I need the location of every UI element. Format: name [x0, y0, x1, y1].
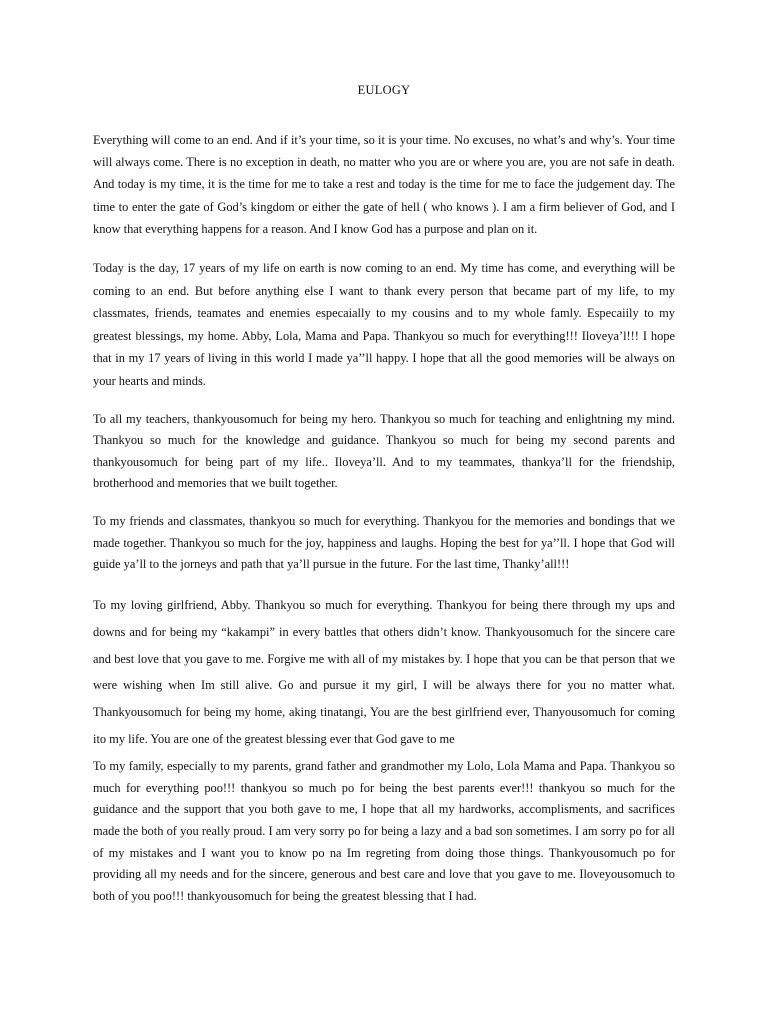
- paragraph-family: To my family, especially to my parents, grand father and grandmother my Lolo, Lola Mama and Papa. Thankyou so much for everything poo!!! thankyou so much po for being the best parents ever!!! thankyou so much for the guidance and the support that you both gave to me, I hope that all my hardworks, accomplisments, and sacrifices made the both of you really proud. I am very sorry po for being a lazy and a bad son sometimes. I am sorry po for all of my mistakes and I want you to know po na Im regreting from doing those things. Thankyousomuch po for providing all my needs and for the sincere, generous and best care and love that you gave to me. Iloveyousomuch to both of you poo!!! thankyousomuch for being the greatest blessing that I had.: [93, 758, 675, 904]
- paragraph-intro: Everything will come to an end. And if it’s your time, so it is your time. No excuses, no what’s and why’s. Your time will always come. There is no exception in death, no matter who you are or where you are, you are not safe in death. And today is my time, it is the time for me to take a rest and today is the time for me to face the judgement day. The time to enter the gate of God’s kingdom or either the gate of hell ( who knows ). I am a firm believer of God, and I know that everything happens for a reason. And I know God has a purpose and plan on it.: [93, 133, 675, 236]
- paragraph-girlfriend: To my loving girlfriend, Abby. Thankyou so much for everything. Thankyou for being there through my ups and downs and for being my “kakampi” in every battles that others didn’t know. Thankyousomuch for the sincere care and best love that you gave to me. Forgive me with all of my mistakes by. I hope that you can be that person that we were wishing when Im still alive. Go and pursue it my girl, I will be always there for you no matter what. Thankyousomuch for being my home, aking tinatangi, You are the best girlfriend ever, Thanyousomuch for coming ito my life. You are one of the greatest blessing ever that God gave to me: [93, 598, 675, 747]
- paragraph-friends: To my friends and classmates, thankyou so much for everything. Thankyou for the memories and bondings that we made together. Thankyou so much for the joy, happiness and laughs. Hoping the best for ya’’ll. I hope that God will guide ya’ll to the jorneys and path that ya’ll pursue in the future. For the last time, Thanky’all!!!: [93, 514, 675, 571]
- paragraph-today: Today is the day, 17 years of my life on earth is now coming to an end. My time has come, and everything will be coming to an end. But before anything else I want to thank every person that became part of my life, to my classmates, friends, teamates and enemies especaially to my cousins and to my whole famly. Especaiily to my greatest blessings, my home. Abby, Lola, Mama and Papa. Thankyou so much for everything!!! Iloveya’l!!! I hope that in my 17 years of living in this world I made ya’’ll happy. I hope that all the good memories will be always on your hearts and minds.: [93, 261, 675, 388]
- document-page: [93, 82, 675, 908]
- document-title: EULOGY: [357, 83, 411, 97]
- paragraph-teachers: To all my teachers, thankyousomuch for being my hero. Thankyou so much for teaching and enlightning my mind. Thankyou so much for the knowledge and guidance. Thankyou so much for being my second parents and thankyousomuch for being part of my life.. Iloveya’ll. And to my teammates, thankya’ll for the friendship, brotherhood and memories that we built together.: [93, 412, 675, 490]
